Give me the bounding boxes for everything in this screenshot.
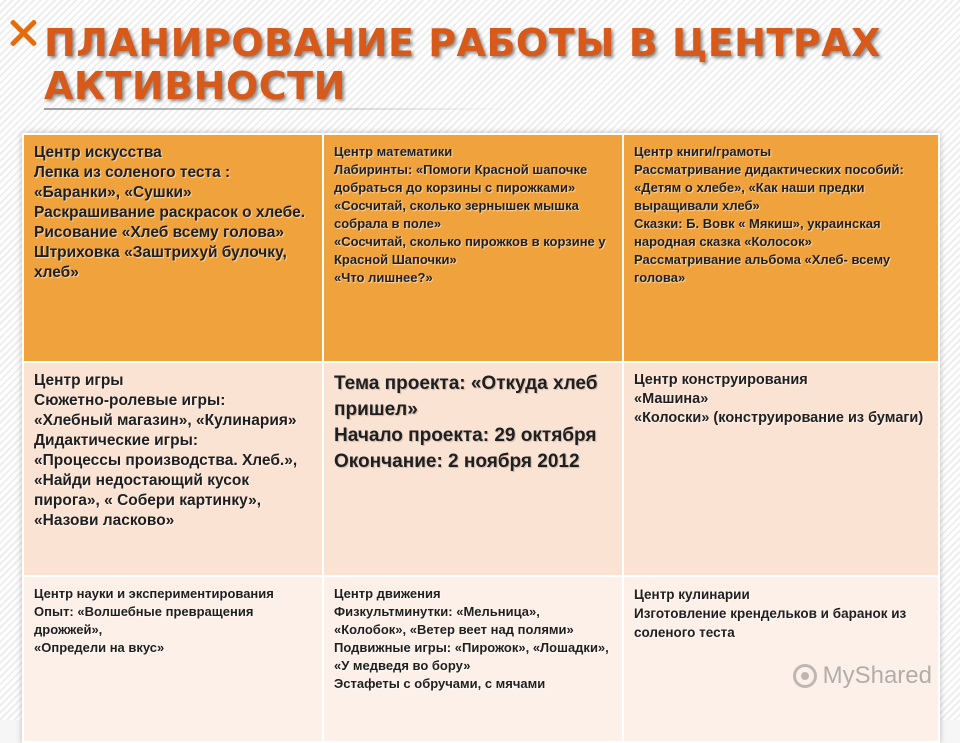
cell-games-center [23, 362, 323, 576]
cell-line: Штриховка «Заштрихуй булочку, хлеб» [34, 244, 287, 281]
cell-line: «Баранки», «Сушки» [34, 184, 192, 201]
cell-line: Центр кулинарии [634, 587, 750, 602]
cell-line: Центр движения [334, 586, 441, 601]
cell-line: «Процессы производства. Хлеб.», «Найди недостающий кусок пирога», « Собери картинку», «Назови ласково» [34, 452, 298, 529]
watermark [793, 662, 932, 690]
cell-line: Подвижные игры: «Пирожок», «Лошадки», «У медведя во бору» [334, 640, 609, 673]
activity-centers-table [22, 133, 940, 743]
cell-line: Рисование «Хлеб всему голова» [34, 224, 284, 241]
table-row [23, 576, 939, 742]
cell-line: Физкультминутки: «Мельница», «Колобок», «Ветер веет над полями» [334, 604, 574, 637]
cell-construction-center [623, 362, 939, 576]
cell-line: Центр книги/грамоты [634, 144, 772, 159]
cell-line: Центр игры [34, 372, 124, 389]
table-row [23, 362, 939, 576]
cell-line: «Хлебный магазин», «Кулинария» [34, 412, 297, 429]
cell-line: Сказки: Б. Вовк « Мякиш», украинская народная сказка «Колосок» [634, 216, 881, 249]
table-row [23, 134, 939, 362]
cell-line: «Машина» [634, 391, 709, 407]
cell-line: Опыт: «Волшебные превращения дрожжей», [34, 604, 254, 637]
cell-line: «Сосчитай, сколько зернышек мышка собрала в поле» [334, 198, 579, 231]
cell-line: «Сосчитай, сколько пирожков в корзине у Красной Шапочки» [334, 234, 606, 267]
cell-line: Центр математики [334, 144, 453, 159]
watermark-text: MyShared [822, 662, 932, 689]
cell-line: Дидактические игры: [34, 432, 199, 449]
slide-title: ПЛАНИРОВАНИЕ РАБОТЫ В ЦЕНТРАХ АКТИВНОСТИ [44, 21, 881, 108]
project-end: Окончание: 2 ноября 2012 [334, 451, 580, 472]
cell-line: Сюжетно-ролевые игры: [34, 392, 226, 409]
cell-math-center [323, 134, 623, 362]
project-theme: Тема проекта: «Откуда хлеб пришел» [334, 373, 598, 420]
project-start: Начало проекта: 29 октября [334, 425, 597, 446]
cell-line: «Колоски» (конструирование из бумаги) [634, 410, 924, 426]
watermark-logo-icon [793, 664, 817, 688]
x-mark-icon [10, 20, 36, 46]
cell-line: Лабиринты: «Помоги Красной шапочке добраться до корзины с пирожками» [334, 162, 588, 195]
cell-line: Раскрашивание раскрасок о хлебе. [34, 204, 306, 221]
cell-line: «Определи на вкус» [34, 640, 165, 655]
cell-line: Изготовление крендельков и баранок из соленого теста [634, 606, 907, 640]
cell-science-center [23, 576, 323, 742]
cell-line: Эстафеты с обручами, с мячами [334, 676, 546, 691]
cell-movement-center [323, 576, 623, 742]
cell-line: Рассматривание дидактических пособий: «Детям о хлебе», «Как наши предки выращивали хлеб» [634, 162, 904, 213]
cell-line: Центр конструирования [634, 372, 808, 388]
cell-cooking-center [623, 576, 939, 742]
title-divider [44, 108, 514, 110]
cell-line: Рассматривание альбома «Хлеб- всему голова» [634, 252, 891, 285]
cell-art-center [23, 134, 323, 362]
cell-line: Центр искусства [34, 144, 162, 161]
cell-line: «Что лишнее?» [334, 270, 433, 285]
cell-line: Центр науки и экспериментирования [34, 586, 274, 601]
cell-books-center [623, 134, 939, 362]
cell-line: Лепка из соленого теста : [34, 164, 231, 181]
cell-project-info [323, 362, 623, 576]
